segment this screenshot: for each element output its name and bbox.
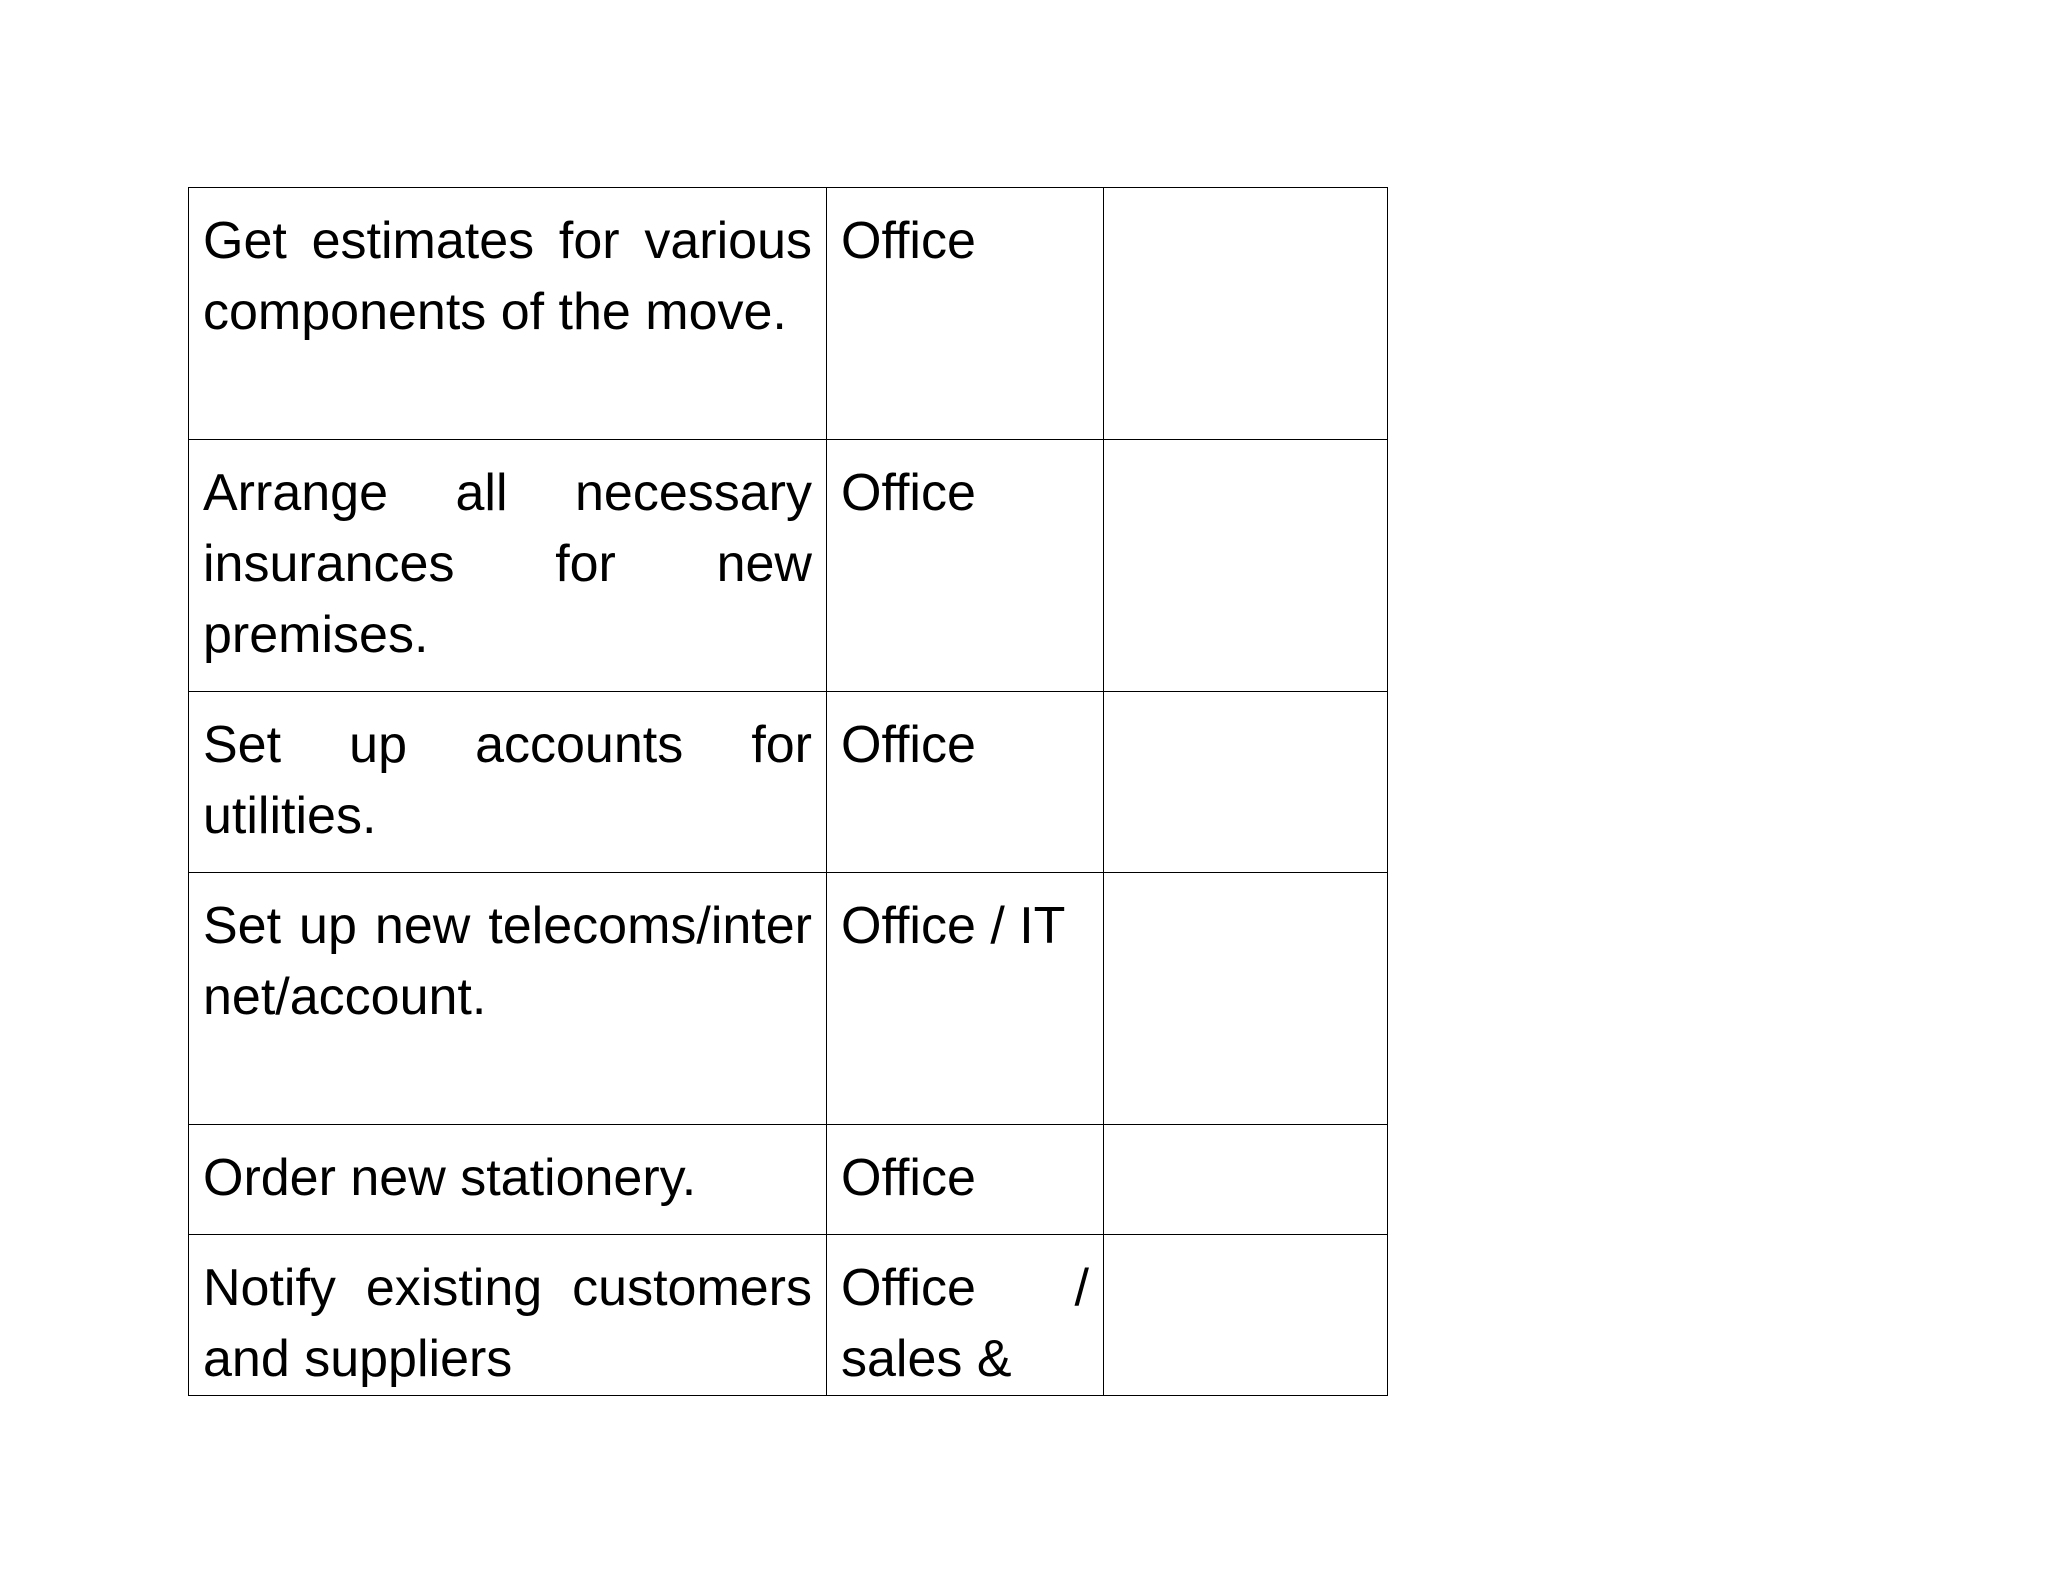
owner-text: Office [841, 212, 976, 270]
task-cell [189, 1235, 827, 1396]
notes-cell [1104, 188, 1388, 440]
table-row [189, 1125, 1388, 1235]
task-cell [189, 692, 827, 873]
notes-cell [1104, 1125, 1388, 1235]
owner-cell [827, 1235, 1104, 1396]
task-cell [189, 1125, 827, 1235]
owner-cell [827, 440, 1104, 692]
task-text: Notify existing customers and suppliers [203, 1259, 812, 1388]
notes-cell [1104, 1235, 1388, 1396]
owner-cell [827, 692, 1104, 873]
table-row [189, 692, 1388, 873]
table-row [189, 873, 1388, 1125]
owner-cell [827, 873, 1104, 1125]
table-row [189, 440, 1388, 692]
table-row [189, 188, 1388, 440]
table-row [189, 1235, 1388, 1396]
owner-cell [827, 188, 1104, 440]
notes-cell [1104, 692, 1388, 873]
task-table [188, 187, 1388, 1396]
task-cell [189, 440, 827, 692]
task-text: Set up accounts for utilities. [203, 716, 812, 845]
task-text: Order new stationery. [203, 1149, 697, 1207]
task-cell [189, 188, 827, 440]
task-cell [189, 873, 827, 1125]
owner-text: Office / sales & [841, 1259, 1089, 1388]
owner-text: Office [841, 464, 976, 522]
owner-cell [827, 1125, 1104, 1235]
notes-cell [1104, 873, 1388, 1125]
notes-cell [1104, 440, 1388, 692]
task-text: Set up new telecoms/internet/account. [203, 897, 812, 1026]
owner-text: Office [841, 1149, 976, 1207]
task-text: Arrange all necessary insurances for new premises. [203, 464, 812, 664]
owner-text: Office [841, 716, 976, 774]
owner-text: Office / IT [841, 897, 1066, 955]
task-text: Get estimates for various components of the move. [203, 212, 812, 341]
